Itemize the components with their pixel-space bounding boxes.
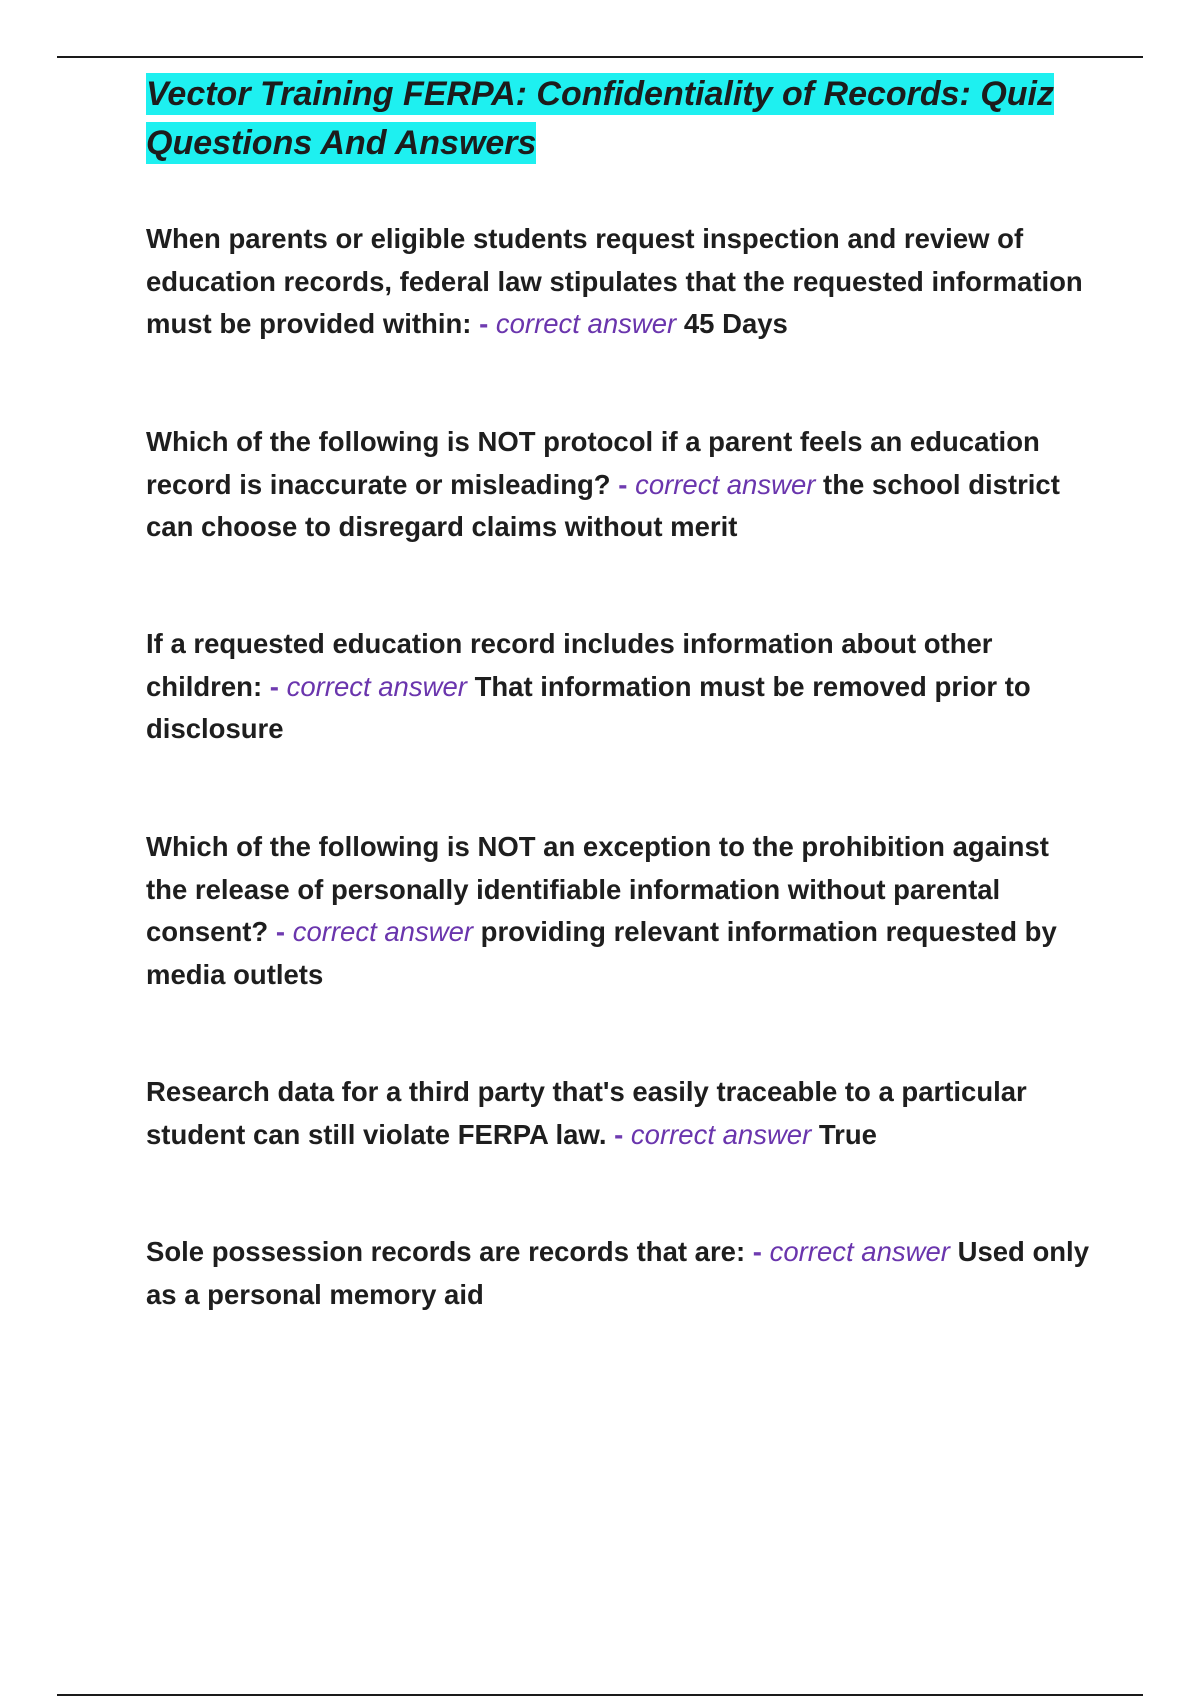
answer-separator: - xyxy=(752,1236,762,1267)
correct-answer-label: correct answer xyxy=(630,1118,812,1150)
question-text: Which of the following is NOT protocol if a parent feels an education record is inaccurate or misleading? xyxy=(146,426,1040,500)
answer-text: providing relevant information requested by media outlets xyxy=(146,916,1057,990)
correct-answer-label: correct answer xyxy=(769,1236,950,1267)
answer-text: the school district can choose to disregard claims without merit xyxy=(146,468,1060,542)
qa-item-5 xyxy=(146,1071,1091,1156)
answer-separator: - xyxy=(618,468,628,500)
answer-separator: - xyxy=(269,670,279,702)
qa-item-2 xyxy=(146,421,1091,549)
answer-separator: - xyxy=(275,916,286,947)
correct-answer-label: correct answer xyxy=(292,916,474,947)
qa-item-4 xyxy=(146,826,1091,996)
answer-text: True xyxy=(818,1118,877,1150)
correct-answer-label: correct answer xyxy=(495,308,677,339)
answer-text: 45 Days xyxy=(683,308,788,339)
answer-separator: - xyxy=(614,1118,624,1150)
question-text: Research data for a third party that's easily traceable to a particular student can still violate FERPA law. xyxy=(146,1076,1027,1150)
correct-answer-label: correct answer xyxy=(635,468,816,500)
header-rule xyxy=(57,56,1143,58)
question-text: Which of the following is NOT an exception to the prohibition against the release of personally identifiable information without parental consent? xyxy=(146,831,1049,947)
footer-rule xyxy=(57,1694,1143,1696)
qa-item-3 xyxy=(146,623,1091,751)
document-title xyxy=(146,70,1076,168)
answer-separator: - xyxy=(479,308,489,339)
correct-answer-label: correct answer xyxy=(286,670,467,702)
qa-item-1 xyxy=(146,218,1091,346)
answer-text: That information must be removed prior to disclosure xyxy=(146,670,1031,744)
qa-item-6 xyxy=(146,1231,1091,1316)
question-text: Sole possession records are records that are: xyxy=(146,1236,746,1267)
question-text: When parents or eligible students request inspection and review of education records, federal law stipulates that the requested information must be provided within: xyxy=(146,223,1083,339)
title-text: Vector Training FERPA: Confidentiality of Records: Quiz Questions And Answers xyxy=(146,75,1054,162)
question-text: If a requested education record includes information about other children: xyxy=(146,628,993,702)
answer-text: Used only as a personal memory aid xyxy=(146,1236,1089,1310)
